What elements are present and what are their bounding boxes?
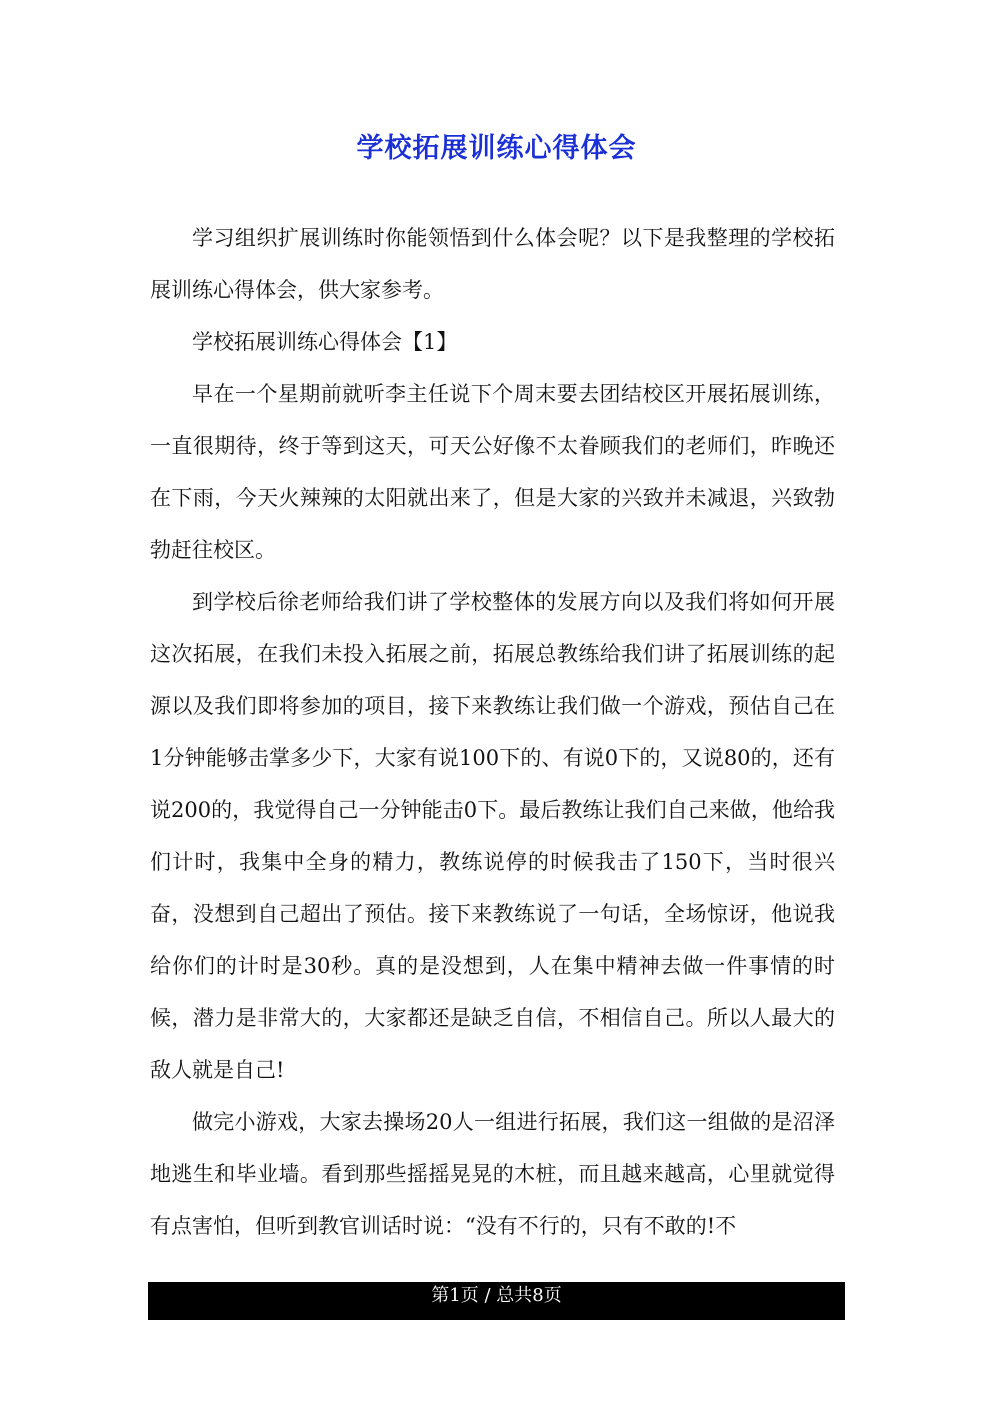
body-paragraph: 到学校后徐老师给我们讲了学校整体的发展方向以及我们将如何开展这次拓展，在我们未投入拓展之前，拓展总教练给我们讲了拓展训练的起源以及我们即将参加的项目，接下来教练让我们做一个游戏，预估自己在1分钟能够击掌多少下，大家有说100下的、有说0下的，又说80的，还有说200的，我觉得自己一分钟能击0下。最后教练让我们自己来做，他给我们计时，我集中全身的精力，教练说停的时候我击了150下，当时很兴奋，没想到自己超出了预估。接下来教练说了一句话，全场惊讶，他说我给你们的计时是30秒。真的是没想到，人在集中精神去做一件事情的时候，潜力是非常大的，大家都还是缺乏自信，不相信自己。所以人最大的敌人就是自己! xyxy=(150,590,835,1082)
document-title: 学校拓展训练心得体会 xyxy=(356,133,637,164)
section-heading: 学校拓展训练心得体会【1】 xyxy=(192,330,458,354)
page-footer xyxy=(148,1282,845,1320)
intro-paragraph: 学习组织扩展训练时你能领悟到什么体会呢？以下是我整理的学校拓展训练心得体会，供大家参考。 xyxy=(150,226,835,302)
document-body xyxy=(150,212,835,1252)
body-paragraph: 做完小游戏，大家去操场20人一组进行拓展，我们这一组做的是沼泽地逃生和毕业墙。看到那些摇摇晃晃的木桩，而且越来越高，心里就觉得有点害怕，但听到教官训话时说：“没有不行的，只有不敢的!不 xyxy=(150,1110,835,1238)
body-paragraph: 早在一个星期前就听李主任说下个周末要去团结校区开展拓展训练，一直很期待，终于等到这天，可天公好像不太眷顾我们的老师们，昨晚还在下雨，今天火辣辣的太阳就出来了，但是大家的兴致并未减退，兴致勃勃赶往校区。 xyxy=(150,382,835,562)
page-number-label: 第1页 / 总共8页 xyxy=(431,1285,562,1306)
